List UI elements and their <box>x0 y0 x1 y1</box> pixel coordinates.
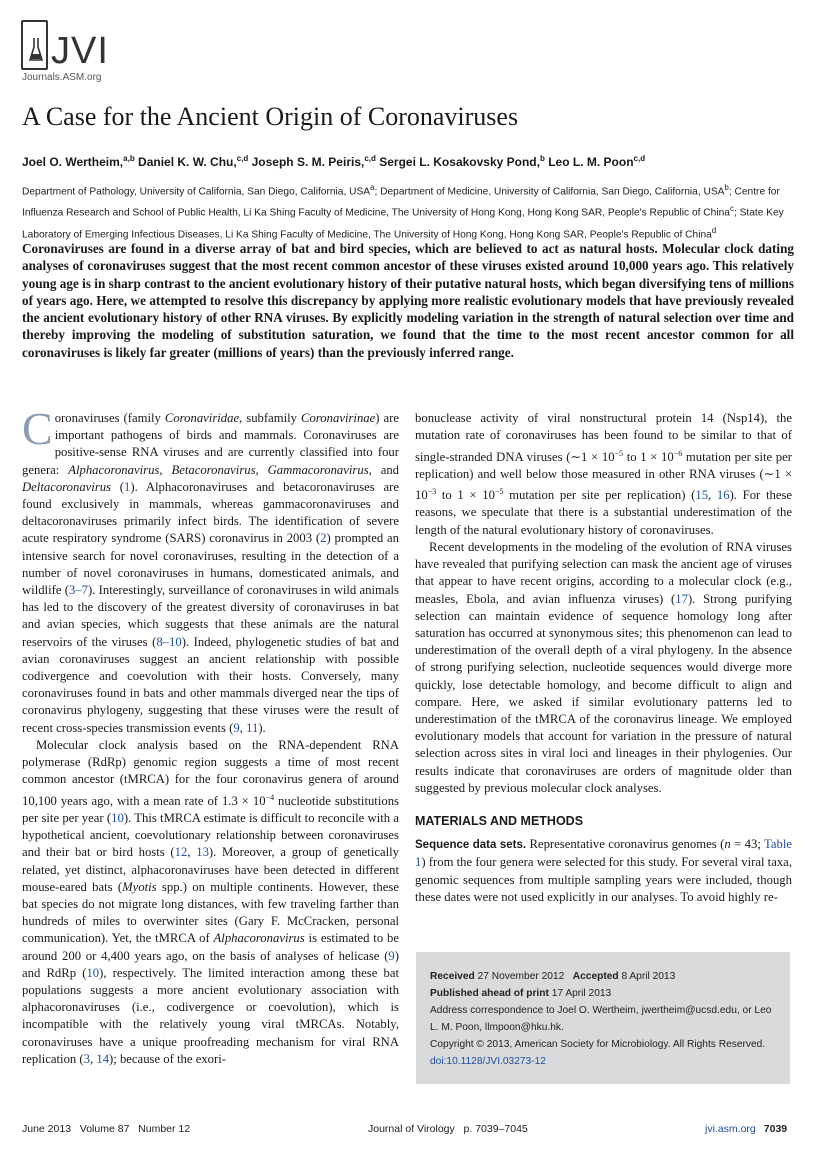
footer-journal-pages: Journal of Virology p. 7039–7045 <box>368 1123 528 1135</box>
text-run: ). For these reasons, we speculate that there is a substantial underestimation of the length of the natural evolutionary history of coronaviruses. <box>415 488 793 537</box>
flask-icon <box>29 38 43 62</box>
text-run: ). Interestingly, surveillance of coronaviruses in wild animals has led to the discovery of the greatest diversity of coronaviruses in bat and avian species, which suggests that these animals are the natural reservoirs of the viruses ( <box>22 583 399 649</box>
author-affil-sup: b <box>539 154 545 163</box>
text-run: Representative coronavirus genomes ( <box>526 837 725 852</box>
accepted-date: 8 April 2013 <box>621 971 676 982</box>
paragraph-molecular-clock <box>22 737 399 1068</box>
text-run: ). Indeed, phylogenetic studies of bat and avian coronaviruses suggest an ancient relationship with possible codivergence and coevolution with their hosts. Conversely, many coronaviruses found in bats and other mammals diverged near the tips of coronavirus phylogeny, suggesting that these viruses were the result of recent cross-species transmission events ( <box>22 634 399 735</box>
published-line <box>430 985 776 1002</box>
author-name: Daniel K. W. Chu, <box>138 155 237 169</box>
text-run: ) from the four genera were selected for this study. For several viral taxa, genomic sequences from multiple sampling years were included, though these dates were not used explicitly in our analyses. To avoid highly re- <box>415 855 792 904</box>
footer-right <box>705 1123 787 1135</box>
exponent: −6 <box>673 448 683 458</box>
body-column-left <box>22 403 400 1068</box>
italic-term: Myotis <box>122 879 157 894</box>
text-run: = 43; <box>730 837 765 852</box>
paragraph-recent-developments <box>415 539 792 797</box>
paragraph-continuation <box>415 410 792 539</box>
author-name: Sergei L. Kosakovsky Pond, <box>379 155 540 169</box>
italic-term: n <box>724 837 731 852</box>
citation-link[interactable]: 9 <box>233 720 240 735</box>
italic-term: Coronaviridae <box>164 411 240 425</box>
footer-issue: June 2013 Volume 87 Number 12 <box>22 1123 191 1135</box>
text-run: mutation per site per replication) ( <box>503 488 696 503</box>
journal-logo <box>21 20 109 90</box>
author-affil-sup: c,d <box>364 154 376 163</box>
affiliation-text: ; Department of Medicine, University of California, San Diego, California, USA <box>374 186 725 198</box>
affiliations <box>22 179 802 243</box>
affiliation-sup: b <box>724 183 729 192</box>
asm-logo-box <box>21 20 48 70</box>
italic-term: Alphacoronavirus <box>213 931 305 946</box>
exponent: −3 <box>427 487 437 497</box>
journal-site: Journals.ASM.org <box>22 72 102 83</box>
text-run: , <box>187 845 197 860</box>
italic-term: Alphacoronavirus <box>68 462 160 477</box>
copyright: Copyright © 2013, American Society for Microbiology. All Rights Reserved. <box>430 1039 766 1050</box>
text-run: , <box>239 720 247 735</box>
text-run: , <box>159 462 172 477</box>
text-run: oronaviruses (family <box>54 411 165 425</box>
text-run: ), respectively. The limited interaction among these bat populations suggests a more ancient evolutionary association with alphacoronaviruses (i.e., codivergence or coevolution), which is incompatible with the relatively young viral tMRCAs. Notably, coronaviruses have a unique proofreading mechanism for viral RNA replication ( <box>22 965 399 1066</box>
paragraph-sequence-data <box>415 836 792 906</box>
citation-link[interactable]: 9 <box>388 948 395 963</box>
text-run: to 1 × 10 <box>436 488 495 503</box>
text-run: mutation per site per replication) and well below those measured in other RNA viruses (∼1 × 10 <box>415 449 792 503</box>
citation-link[interactable]: 3–7 <box>68 583 88 598</box>
italic-term: Gammacoronavirus <box>267 462 369 477</box>
text-run: ) are important pathogens of birds and mammals. Coronaviruses are positive-sense RNA viruses and are currently classified into four genera: <box>22 411 399 477</box>
author-affil-sup: c,d <box>236 154 249 163</box>
article-info-box <box>416 952 790 1084</box>
citation-link[interactable]: 10 <box>111 810 124 825</box>
text-run: is estimated to be around 200 or 4,400 years ago, on the basis of analyses of helicase ( <box>22 931 399 963</box>
text-run: ). Moreover, a group of genetically related, yet distinct, alphacoronaviruses have been detected in different mouse-eared bats ( <box>22 845 400 894</box>
accepted-label: Accepted <box>572 971 619 982</box>
published-label: Published ahead of print <box>430 988 549 999</box>
text-run: ); because of the exori- <box>109 1051 226 1066</box>
text-run: ). <box>258 720 266 735</box>
journal-abbrev: JVI <box>51 30 109 72</box>
italic-term: Coronavirinae <box>301 411 376 425</box>
italic-term: Betacoronavirus <box>171 462 256 477</box>
section-heading-methods: MATERIALS AND METHODS <box>415 813 584 828</box>
text-run: ( <box>111 479 125 494</box>
text-run: ). This tMRCA estimate is difficult to reconcile with a hypothetical ancient, coevolutionary relationship between coronaviruses and their bat or bird hosts ( <box>22 810 399 860</box>
text-run: ). Alphacoronaviruses and betacoronaviruses are found exclusively in mammals, whereas gammacoronaviruses and deltacoronaviruses primarily infect birds. The identification of severe acute respiratory syndrome (SARS) coronavirus in 2003 ( <box>22 479 399 546</box>
text-run: spp.) on multiple continents. However, these bat species do not migrate long distances, with few traveling farther than hundreds of miles to overwinter sites (Gary F. McCracken, personal communication). Yet, the tMRCA of <box>22 879 399 946</box>
exponent: −4 <box>265 792 275 802</box>
text-run: , and <box>368 462 400 477</box>
received-date: 27 November 2012 <box>477 971 565 982</box>
citation-link[interactable]: 11 <box>246 720 259 735</box>
correspondence: Address correspondence to Joel O. Wertheim, jwertheim@ucsd.edu, or Leo L. M. Poon, llmpoon@hku.hk. <box>430 1005 772 1033</box>
affiliation-text: ; Centre for Influenza Research and School of Public Health, Li Ka Shing Faculty of Medicine, The University of Hong Kong, Hong Kong SAR, People's Republic of China <box>22 186 780 219</box>
journal-url[interactable]: jvi.asm.org <box>705 1123 756 1135</box>
citation-link[interactable]: 1 <box>124 479 131 494</box>
text-run: , <box>90 1051 97 1066</box>
text-run: nucleotide substitutions per site per year ( <box>22 793 399 825</box>
received-label: Received <box>430 971 475 982</box>
citation-link[interactable]: 15 <box>695 488 709 503</box>
author-name: Joel O. Wertheim, <box>22 155 124 169</box>
text-run: to 1 × 10 <box>623 449 674 464</box>
author-affil-sup: c,d <box>633 154 646 163</box>
drop-cap: C <box>22 403 53 454</box>
abstract: Coronaviruses are found in a diverse array of bat and bird species, which are believed to act as natural hosts. Molecular clock dating analyses of coronaviruses suggest that the most recent common ancestor of these viruses existed around 10,000 years ago. This relatively young age is in sharp contrast to the ancient evolutionary history of their putative natural hosts, which began diversifying tens of millions of years ago. Here, we attempted to resolve this discrepancy by applying more realistic evolutionary models that have previously revealed the ancient evolutionary history of other RNA viruses. By explicitly modeling variation in the strength of natural selection over time and thereby improving the modeling of substitution saturation, we found that the time to the most recent ancestor common for all coronaviruses is likely far greater (millions of years) than the previously inferred range. <box>22 241 794 360</box>
italic-term: Deltacoronavirus <box>22 479 112 494</box>
citation-link[interactable]: 8–10 <box>156 634 182 649</box>
body-column-right <box>415 410 792 906</box>
citation-link[interactable]: 10 <box>86 965 100 980</box>
author-name: Joseph S. M. Peiris, <box>251 155 365 169</box>
author-affil-sup: a,b <box>123 154 135 163</box>
exponent: −5 <box>494 487 504 497</box>
text-run: ) prompted an intensive search for novel coronaviruses, resulting in the detection of a number of novel coronaviruses in humans, domesticated animals, and wildlife ( <box>22 531 399 598</box>
affiliation-sup: c <box>729 204 734 214</box>
text-run: ). Strong purifying selection can maintain evidence of sequence homology long after saturation has occurred at synonymous sites; this phenomenon can lead to underestimation of the overall depth of a viral phylogeny. In the absence of strong purifying selection, nucleotide sequences would diverge more quickly, lose detectable homology, and become difficult to align and compare. Here, we asked if similar evolutionary patterns led to underestimation of the tMRCA of the coronavirus lineage. We employed evolutionary models that account for variation in the pressure of natural selection across sites in viral loci and lineages in their phylogenies. Our results indicate that coronaviruses are orders of magnitude older than suggested by previous molecular clock analyses. <box>415 591 792 795</box>
doi-link[interactable]: doi:10.1128/JVI.03273-12 <box>430 1056 546 1067</box>
citation-link[interactable]: 14 <box>96 1051 110 1066</box>
dates-line <box>430 968 776 985</box>
citation-link[interactable]: 12 <box>174 845 188 860</box>
subsection-heading: Sequence data sets. <box>415 839 527 852</box>
affiliation-sup: a <box>370 183 375 192</box>
citation-link[interactable]: 13 <box>196 845 209 860</box>
author-list <box>22 154 822 169</box>
paragraph-intro <box>22 403 400 737</box>
citation-link[interactable]: 3 <box>83 1051 90 1066</box>
citation-link[interactable]: 16 <box>716 488 730 503</box>
citation-link[interactable]: Table 1 <box>415 837 793 870</box>
author-name: Leo L. M. Poon <box>548 155 634 169</box>
affiliation-text: Department of Pathology, University of California, San Diego, California, USA <box>22 186 371 198</box>
text-run: Recent developments in the modeling of the evolution of RNA viruses have revealed that purifying selection can mask the ancient age of viruses that appear to have recent origins, according to a molecular clock (e.g., measles, Ebola, and avian influenza viruses) ( <box>415 539 792 606</box>
citation-link[interactable]: 2 <box>320 531 327 546</box>
text-run: ) and RdRp ( <box>22 948 399 980</box>
text-run: , <box>255 462 268 477</box>
article-title: A Case for the Ancient Origin of Coronaviruses <box>22 102 519 131</box>
text-run: Molecular clock analysis based on the RNA-dependent RNA polymerase (RdRp) genomic region suggests a time of most recent common ancestor (tMRCA) for the four coronavirus genera of around 10,100 years ago, with a mean rate of 1.3 × 10 <box>22 737 399 808</box>
affiliation-text: ; State Key Laboratory of Emerging Infectious Diseases, Li Ka Shing Faculty of Medicine, The University of Hong Kong, Hong Kong SAR, People's Republic of China <box>22 207 784 241</box>
affiliation-sup: d <box>711 225 717 235</box>
exponent: −5 <box>614 448 624 458</box>
published-date: 17 April 2013 <box>551 988 612 999</box>
citation-link[interactable]: 17 <box>675 591 688 606</box>
text-run: bonuclease activity of viral nonstructural protein 14 (Nsp14), the mutation rate of coronaviruses has been found to be similar to that of single-stranded DNA viruses (∼1 × 10 <box>415 411 792 464</box>
text-run: , subfamily <box>239 411 302 425</box>
text-run: , <box>708 488 717 503</box>
page-number: 7039 <box>763 1123 788 1135</box>
